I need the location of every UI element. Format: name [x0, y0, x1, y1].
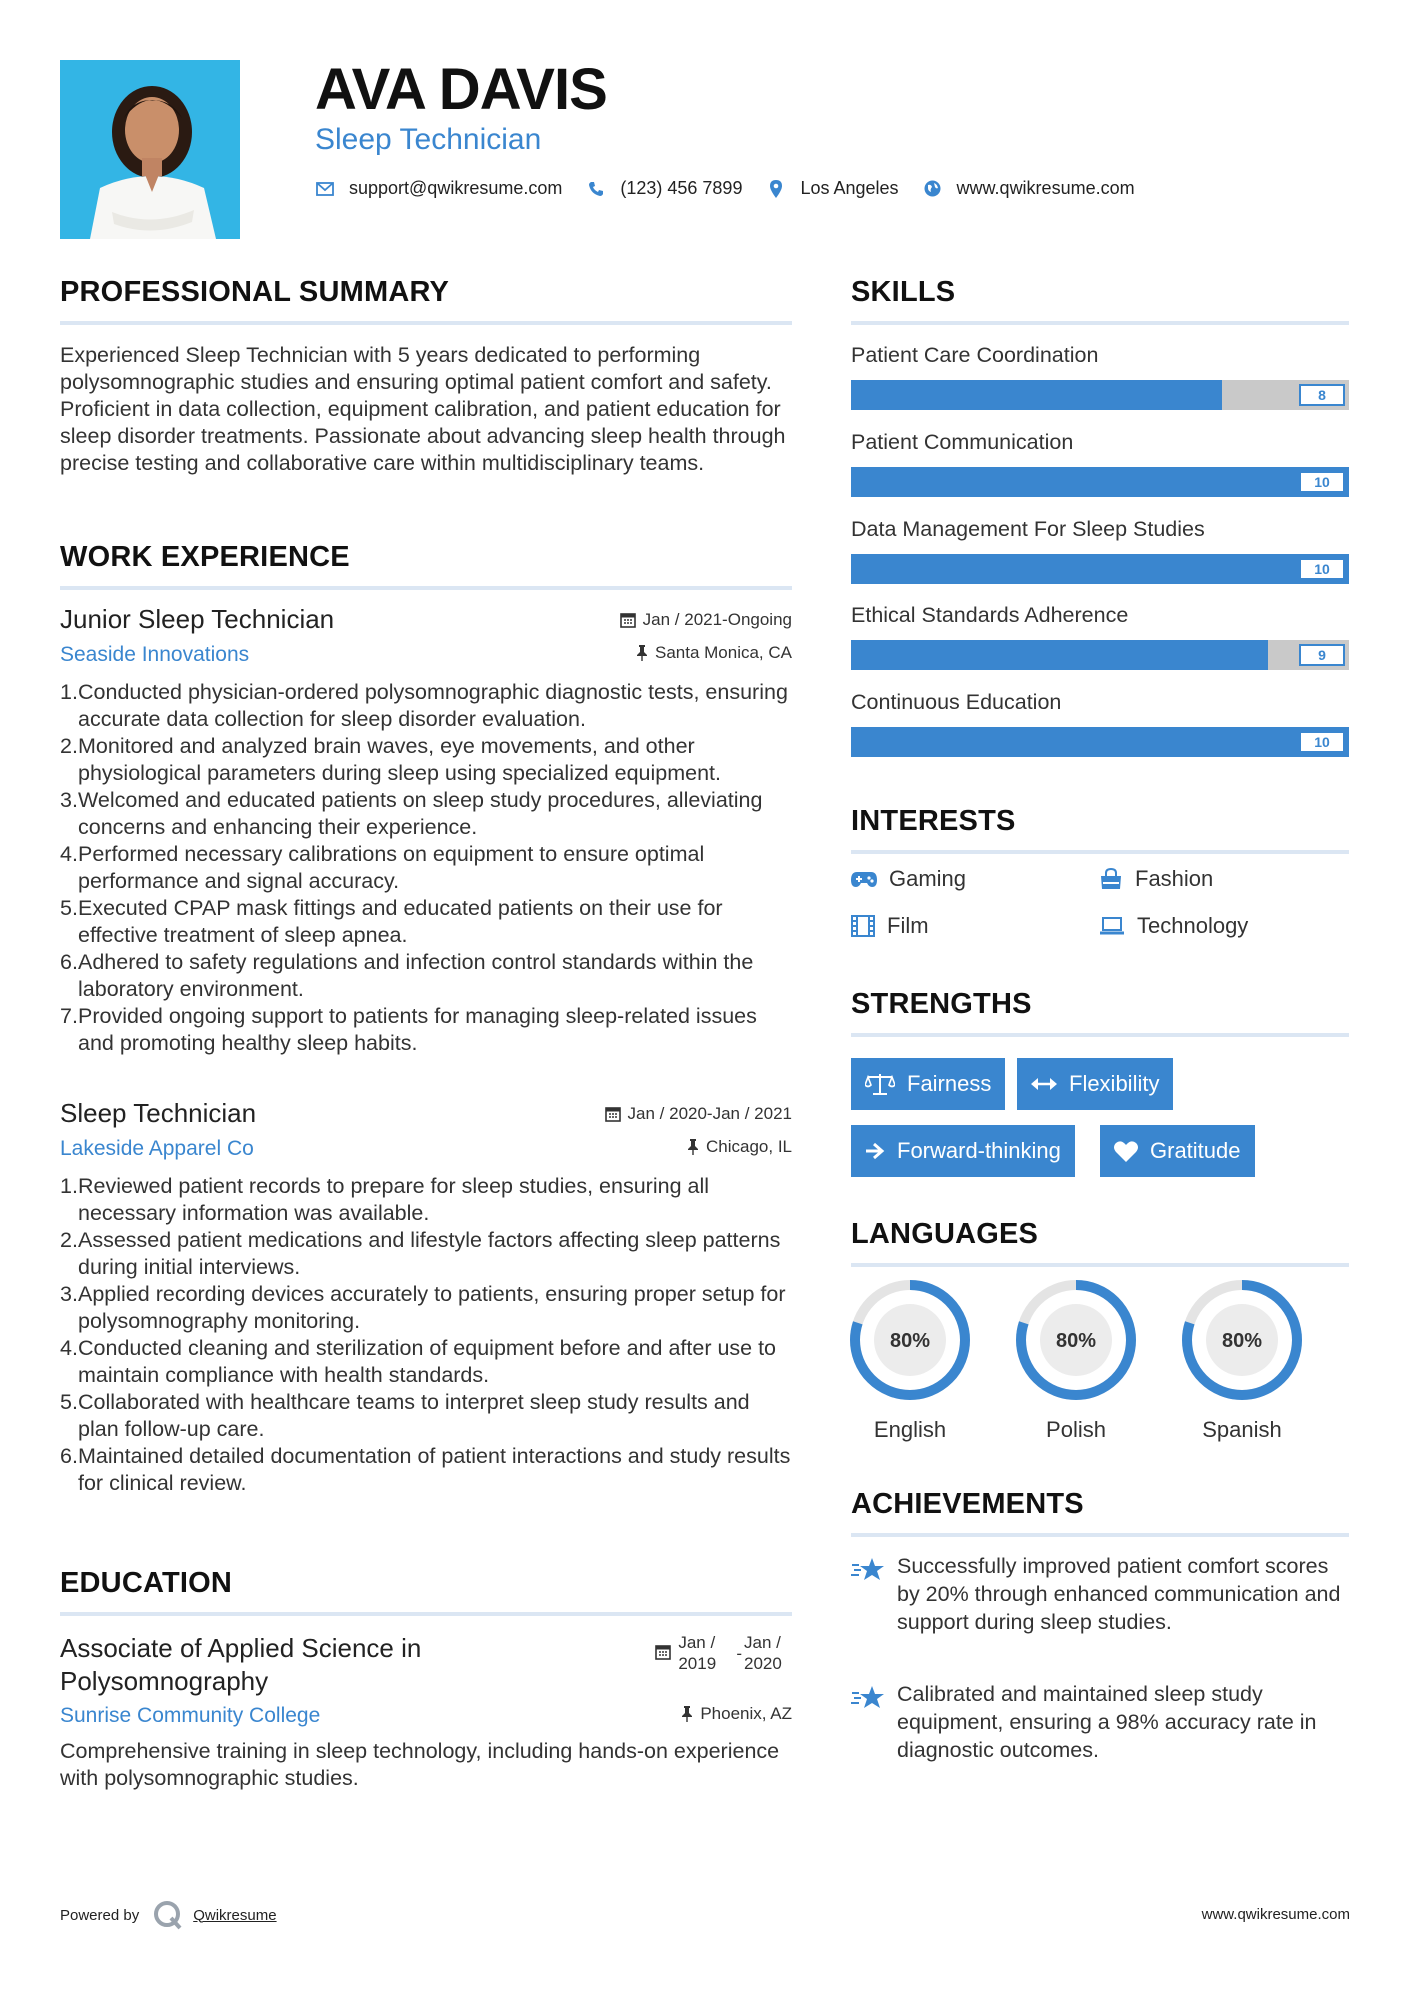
- language-percent: 80%: [889, 1330, 931, 1352]
- job-entry: [60, 604, 792, 1057]
- list-item: 6. Adhered to safety regulations and infection control standards within the laboratory environment.: [60, 950, 754, 1001]
- footer-brand-link[interactable]: Qwikresume: [193, 1906, 277, 1924]
- skill-bar-fill: [851, 467, 1349, 497]
- education-start-date: Jan / 2019: [678, 1633, 717, 1673]
- skill-bar: [851, 380, 1349, 410]
- job-dates: [620, 610, 792, 630]
- job-location: [636, 643, 792, 663]
- list-item: 1. Reviewed patient records to prepare for sleep studies, ensuring all necessary information was available.: [60, 1174, 710, 1225]
- strengths-section-header: [851, 988, 1349, 1037]
- contact-phone[interactable]: (123) 456 7899: [620, 178, 743, 198]
- language-progress-ring: [1180, 1278, 1304, 1402]
- section-divider: [851, 1033, 1349, 1037]
- map-marker-icon: [766, 179, 786, 199]
- section-divider: [851, 1263, 1349, 1267]
- interest-item: [1099, 913, 1248, 939]
- skill-level-badge: 10: [1299, 558, 1345, 580]
- list-item: 5. Executed CPAP mask fittings and educated patients on their use for effective treatment of sleep apnea.: [60, 896, 723, 947]
- skill-level-badge: 10: [1299, 471, 1345, 493]
- phone-icon: [586, 179, 606, 199]
- footer-powered-by: [60, 1900, 277, 1930]
- qwikresume-logo-icon: [153, 1900, 183, 1930]
- section-divider: [60, 321, 792, 325]
- job-dates-text: Jan / 2021-Ongoing: [642, 610, 792, 629]
- job-location: [687, 1137, 792, 1157]
- calendar-icon: [655, 1644, 671, 1660]
- pushpin-icon: [681, 1706, 693, 1722]
- job-location-text: Santa Monica, CA: [654, 643, 792, 662]
- summary-text: Experienced Sleep Technician with 5 years dedicated to performing polysomnographic studies and ensuring optimal patient comfort and safety. Proficient in data collection, equipment calibration, and patient education for sleep disorder treatments. Passionate about advancing sleep health through precise testing and collaborative care within multidisciplinary teams.: [60, 343, 786, 475]
- interest-label: Gaming: [889, 866, 967, 891]
- shooting-star-icon: [851, 1684, 885, 1710]
- skill-bar-fill: [851, 640, 1268, 670]
- skill-name: Patient Care Coordination: [851, 343, 1099, 367]
- interest-label: Film: [887, 913, 929, 938]
- interest-item: [851, 866, 966, 892]
- skill-name: Ethical Standards Adherence: [851, 603, 1129, 627]
- section-divider: [851, 1533, 1349, 1537]
- contact-location: Los Angeles: [800, 178, 899, 198]
- degree: Associate of Applied Science in Polysomnography: [60, 1633, 422, 1696]
- heart-icon: [1114, 1141, 1138, 1162]
- interest-item: [851, 913, 929, 939]
- skill-item: [851, 343, 1349, 403]
- skill-bar-fill: [851, 727, 1349, 757]
- job-company: Seaside Innovations: [60, 643, 250, 666]
- list-item: 2. Assessed patient medications and lifestyle factors affecting sleep patterns during initial interviews.: [60, 1228, 781, 1279]
- language-percent: 80%: [1221, 1330, 1263, 1352]
- pushpin-icon: [636, 645, 648, 661]
- contact-bar: [315, 178, 1159, 199]
- skill-bar: [851, 554, 1349, 584]
- strength-label: Forward-thinking: [897, 1138, 1061, 1163]
- skill-bar-fill: [851, 380, 1222, 410]
- education-location-text: Phoenix, AZ: [700, 1704, 792, 1723]
- balance-scale-icon: [865, 1073, 895, 1095]
- education-description: Comprehensive training in sleep technology, including hands-on experience with polysomnographic studies.: [60, 1739, 780, 1790]
- candidate-title: Sleep Technician: [315, 123, 542, 156]
- skill-name: Patient Communication: [851, 430, 1074, 454]
- education-section-header: [60, 1567, 792, 1616]
- list-item: 5. Collaborated with healthcare teams to interpret sleep study results and plan follow-up care.: [60, 1390, 750, 1441]
- list-item: 6. Maintained detailed documentation of patient interactions and study results for clinical review.: [60, 1444, 791, 1495]
- skill-name: Data Management For Sleep Studies: [851, 517, 1205, 541]
- footer-url[interactable]: www.qwikresume.com: [1201, 1906, 1350, 1923]
- arrow-right-icon: [865, 1142, 885, 1160]
- job-role: Junior Sleep Technician: [60, 604, 335, 634]
- strength-tag: [1100, 1125, 1255, 1177]
- language-item: [1014, 1278, 1138, 1443]
- job-dates-text: Jan / 2020-Jan / 2021: [627, 1104, 792, 1123]
- skill-item: [851, 690, 1349, 750]
- envelope-icon: [315, 179, 335, 199]
- job-location-text: Chicago, IL: [706, 1137, 792, 1156]
- interests-heading: INTERESTS: [851, 805, 1016, 837]
- skill-item: [851, 430, 1349, 490]
- interests-section-header: [851, 805, 1349, 854]
- job-company: Lakeside Apparel Co: [60, 1137, 254, 1160]
- achievement-item: [851, 1680, 1351, 1764]
- list-item: 2. Monitored and analyzed brain waves, eye movements, and other physiological parameters during sleep using specialized equipment.: [60, 734, 721, 785]
- education-entry: [60, 1632, 792, 1792]
- skills-heading: SKILLS: [851, 276, 956, 308]
- experience-heading: WORK EXPERIENCE: [60, 541, 350, 573]
- strength-label: Fairness: [907, 1071, 992, 1096]
- job-dates: [605, 1104, 792, 1124]
- skill-name: Continuous Education: [851, 690, 1062, 714]
- languages-section-header: [851, 1218, 1349, 1267]
- language-name: Polish: [1046, 1417, 1106, 1442]
- language-progress-ring: [848, 1278, 972, 1402]
- laptop-icon: [1099, 916, 1125, 936]
- school-name: Sunrise Community College: [60, 1704, 321, 1727]
- skill-level-badge: 8: [1299, 384, 1345, 406]
- skill-bar: [851, 467, 1349, 497]
- languages-heading: LANGUAGES: [851, 1218, 1039, 1250]
- strength-tag: [1017, 1058, 1173, 1110]
- skill-bar: [851, 640, 1349, 670]
- arrows-horizontal-icon: [1031, 1077, 1057, 1091]
- education-dates: [655, 1632, 792, 1674]
- profile-photo: [60, 60, 240, 239]
- section-divider: [851, 321, 1349, 325]
- film-icon: [851, 915, 875, 937]
- contact-website[interactable]: www.qwikresume.com: [956, 178, 1135, 198]
- list-item: 1. Conducted physician-ordered polysomnographic diagnostic tests, ensuring accurate data collection for sleep disorder evaluation.: [60, 680, 788, 731]
- strength-label: Flexibility: [1069, 1071, 1160, 1096]
- job-bullets: [60, 1173, 792, 1497]
- language-name: Spanish: [1202, 1417, 1282, 1442]
- language-item: [1180, 1278, 1304, 1443]
- list-item: 7. Provided ongoing support to patients for managing sleep-related issues and promoting healthy sleep habits.: [60, 1004, 757, 1055]
- skill-level-badge: 10: [1299, 731, 1345, 753]
- section-divider: [851, 850, 1349, 854]
- pushpin-icon: [687, 1139, 699, 1155]
- achievements-section-header: [851, 1488, 1349, 1537]
- strength-tag: [851, 1125, 1075, 1177]
- skill-bar-fill: [851, 554, 1349, 584]
- interest-item: [1099, 866, 1213, 892]
- globe-icon: [923, 179, 943, 199]
- skill-level-badge: 9: [1299, 644, 1345, 666]
- summary-section-header: [60, 276, 792, 325]
- achievement-item: [851, 1552, 1351, 1636]
- interest-label: Fashion: [1135, 866, 1214, 891]
- strength-label: Gratitude: [1150, 1138, 1241, 1163]
- education-heading: EDUCATION: [60, 1567, 233, 1599]
- skill-item: [851, 603, 1349, 663]
- skills-section-header: [851, 276, 1349, 325]
- calendar-icon: [620, 612, 636, 628]
- section-divider: [60, 586, 792, 590]
- list-item: 3. Welcomed and educated patients on sleep study procedures, alleviating concerns and enhancing their experience.: [60, 788, 763, 839]
- strength-tag: [851, 1058, 1005, 1110]
- achievements-heading: ACHIEVEMENTS: [851, 1488, 1084, 1520]
- contact-email[interactable]: support@qwikresume.com: [349, 178, 563, 198]
- job-role: Sleep Technician: [60, 1098, 257, 1128]
- achievement-text: Successfully improved patient comfort scores by 20% through enhanced communication and support during sleep studies.: [897, 1554, 1341, 1634]
- list-item: 4. Conducted cleaning and sterilization of equipment before and after use to maintain compliance with health standards.: [60, 1336, 777, 1387]
- experience-section-header: [60, 541, 792, 590]
- list-item: 3. Applied recording devices accurately to patients, ensuring proper setup for polysomnography monitoring.: [60, 1282, 786, 1333]
- language-percent: 80%: [1055, 1330, 1097, 1352]
- skill-item: [851, 517, 1349, 577]
- education-date-separator: -: [736, 1644, 742, 1663]
- job-bullets: [60, 679, 792, 1057]
- shooting-star-icon: [851, 1556, 885, 1582]
- education-end-date: Jan / 2020: [744, 1633, 782, 1673]
- achievement-text: Calibrated and maintained sleep study equipment, ensuring a 98% accuracy rate in diagnostic outcomes.: [897, 1682, 1317, 1762]
- candidate-name: AVA DAVIS: [315, 57, 607, 122]
- job-entry: [60, 1098, 792, 1497]
- list-item: 4. Performed necessary calibrations on equipment to ensure optimal performance and signal accuracy.: [60, 842, 705, 893]
- education-location: [681, 1704, 792, 1724]
- summary-heading: PROFESSIONAL SUMMARY: [60, 276, 450, 308]
- calendar-icon: [605, 1106, 621, 1122]
- interest-label: Technology: [1137, 913, 1249, 938]
- language-item: [848, 1278, 972, 1443]
- strengths-heading: STRENGTHS: [851, 988, 1032, 1020]
- powered-by-label: Powered by: [60, 1906, 140, 1924]
- section-divider: [60, 1612, 792, 1616]
- language-progress-ring: [1014, 1278, 1138, 1402]
- gamepad-icon: [851, 870, 877, 888]
- language-name: English: [873, 1417, 947, 1442]
- shopping-bag-icon: [1099, 868, 1123, 890]
- skill-bar: [851, 727, 1349, 757]
